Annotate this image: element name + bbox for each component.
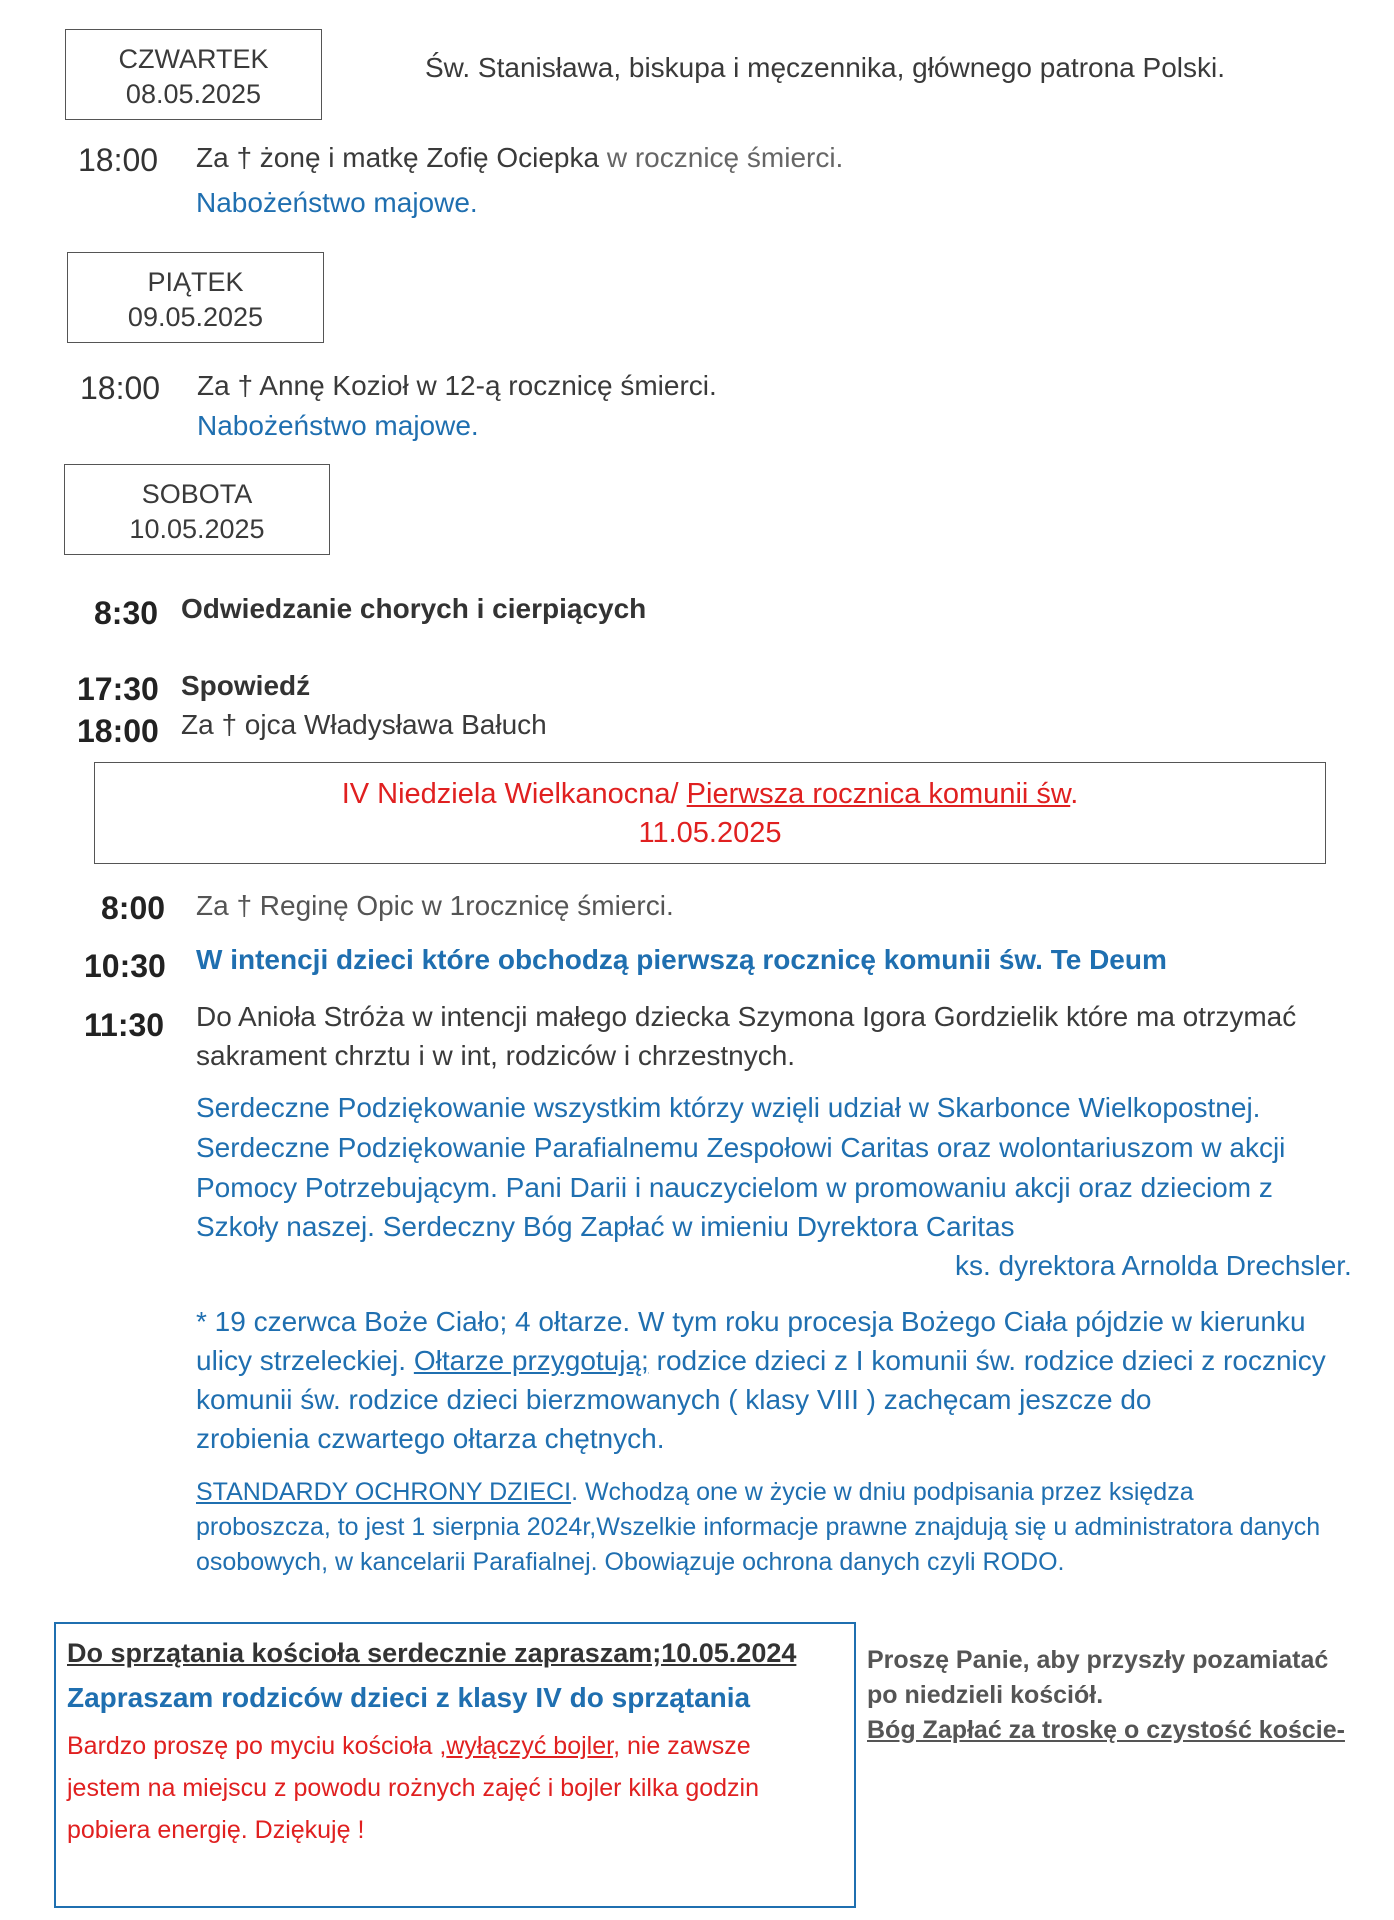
service-note: Nabożeństwo majowe. bbox=[196, 187, 478, 218]
intention-text-tail: w rocznicę śmierci. bbox=[599, 142, 844, 173]
standards-line bbox=[196, 1475, 1194, 1510]
corpus-line: komunii św. rodzice dzieci bierzmowanych ( klasy VIII ) zachęcam jeszcze do bbox=[196, 1384, 1152, 1415]
day-name: CZWARTEK bbox=[118, 44, 269, 74]
cleaning-request-line bbox=[67, 1732, 751, 1761]
corpus-text: rodzice dzieci z I komunii św. rodzice dzieci z rocznicy bbox=[648, 1345, 1326, 1376]
boiler-link: wyłączyć bojler bbox=[446, 1732, 614, 1760]
thanks-line: Pomocy Potrzebującym. Pani Darii i nauczycielom w promowaniu akcji oraz dzieciom z bbox=[196, 1172, 1273, 1203]
sunday-box bbox=[94, 762, 1326, 864]
event-time: 17:30 bbox=[77, 671, 159, 707]
intention-text: Za † żonę i matkę Zofię Ociepka bbox=[196, 142, 600, 173]
day-box-thursday bbox=[65, 29, 322, 120]
day-name: PIĄTEK bbox=[147, 267, 244, 297]
corpus-line bbox=[196, 1341, 1326, 1381]
sunday-title bbox=[95, 775, 1325, 814]
side-note-line: po niedzieli kościół. bbox=[867, 1681, 1104, 1709]
corpus-text: ulicy strzeleckiej. bbox=[196, 1345, 414, 1376]
mass-intention: W intencji dzieci które obchodzą pierwszą rocznicę komunii św. Te Deum bbox=[196, 944, 1167, 975]
standards-link: STANDARDY OCHRONY DZIECI bbox=[196, 1478, 572, 1506]
thanks-line: Serdeczne Podziękowanie Parafialnemu Zespołowi Caritas oraz wolontariuszom w akcji bbox=[196, 1132, 1286, 1163]
side-note-line: Proszę Panie, aby przyszły pozamiatać bbox=[867, 1646, 1329, 1674]
day-date: 10.05.2025 bbox=[129, 514, 265, 544]
day-box-friday bbox=[67, 252, 324, 343]
event-text: Odwiedzanie chorych i cierpiących bbox=[181, 593, 647, 624]
event-time: 8:30 bbox=[94, 595, 159, 631]
mass-intention: Za † Reginę Opic w 1rocznicę śmierci. bbox=[196, 890, 674, 921]
mass-time: 11:30 bbox=[84, 1007, 165, 1043]
mass-intention-line: Do Anioła Stróża w intencji małego dziecka Szymona Igora Gordzielik które ma otrzymać bbox=[196, 1001, 1297, 1032]
event-text: Spowiedź bbox=[181, 670, 311, 701]
standards-line: osobowych, w kancelarii Parafialnej. Obowiązuje ochrona danych czyli RODO. bbox=[196, 1548, 1065, 1576]
mass-intention-line: sakrament chrztu i w int, rodziców i chrzestnych. bbox=[196, 1040, 796, 1071]
thanks-line: Szkoły naszej. Serdeczny Bóg Zapłać w imieniu Dyrektora Caritas bbox=[196, 1211, 1015, 1242]
day-name: SOBOTA bbox=[141, 479, 253, 509]
sunday-title-link: Pierwsza rocznica komunii św bbox=[686, 778, 1071, 810]
mass-intention: Za † ojca Władysława Bałuch bbox=[181, 709, 547, 740]
altars-link: Ołtarze przygotują; bbox=[413, 1345, 649, 1376]
cleaning-request-line: jestem na miejscu z powodu rożnych zajęć i bojler kilka godzin bbox=[67, 1774, 759, 1802]
feast-title: Św. Stanisława, biskupa i męczennika, głównego patrona Polski. bbox=[425, 52, 1225, 83]
day-date: 08.05.2025 bbox=[125, 79, 262, 109]
mass-time: 18:00 bbox=[77, 713, 159, 749]
cleaning-box bbox=[54, 1622, 856, 1908]
side-note-line: Bóg Zapłać za troskę o czystość koście- bbox=[867, 1716, 1345, 1744]
mass-intention bbox=[196, 142, 843, 174]
day-box-saturday bbox=[64, 464, 330, 555]
thanks-line: Serdeczne Podziękowanie wszystkim którzy wzięli udział w Skarbonce Wielkopostnej. bbox=[196, 1092, 1261, 1123]
request-text: Bardzo proszę po myciu kościoła , bbox=[67, 1732, 447, 1760]
standards-line: proboszcza, to jest 1 sierpnia 2024r,Wszelkie informacje prawne znajdują się u administratora danych bbox=[196, 1513, 1321, 1541]
mass-time: 18:00 bbox=[78, 142, 159, 178]
sunday-title-end: . bbox=[1070, 778, 1079, 810]
cleaning-heading: Do sprzątania kościoła serdecznie zapraszam;10.05.2024 bbox=[67, 1638, 797, 1668]
thanks-signature: ks. dyrektora Arnolda Drechsler. bbox=[955, 1250, 1352, 1281]
corpus-line: zrobienia czwartego ołtarza chętnych. bbox=[196, 1423, 665, 1454]
mass-time: 8:00 bbox=[101, 890, 166, 926]
mass-time: 18:00 bbox=[80, 370, 161, 406]
corpus-line: * 19 czerwca Boże Ciało; 4 ołtarze. W tym roku procesja Bożego Ciała pójdzie w kierunku bbox=[196, 1306, 1306, 1337]
day-date: 09.05.2025 bbox=[127, 302, 264, 332]
service-note: Nabożeństwo majowe. bbox=[197, 410, 479, 441]
mass-intention: Za † Annę Kozioł w 12-ą rocznicę śmierci. bbox=[197, 370, 717, 401]
mass-time: 10:30 bbox=[84, 948, 166, 984]
sunday-title-text: IV Niedziela Wielkanocna/ bbox=[341, 778, 687, 810]
cleaning-request-line: pobiera energię. Dziękuję ! bbox=[67, 1816, 365, 1844]
request-text: , nie zawsze bbox=[613, 1732, 751, 1760]
sunday-date: 11.05.2025 bbox=[638, 817, 782, 849]
cleaning-invite: Zapraszam rodziców dzieci z klasy IV do sprzątania bbox=[67, 1682, 751, 1713]
standards-text: . Wchodzą one w życie w dniu podpisania przez księdza bbox=[571, 1478, 1194, 1506]
